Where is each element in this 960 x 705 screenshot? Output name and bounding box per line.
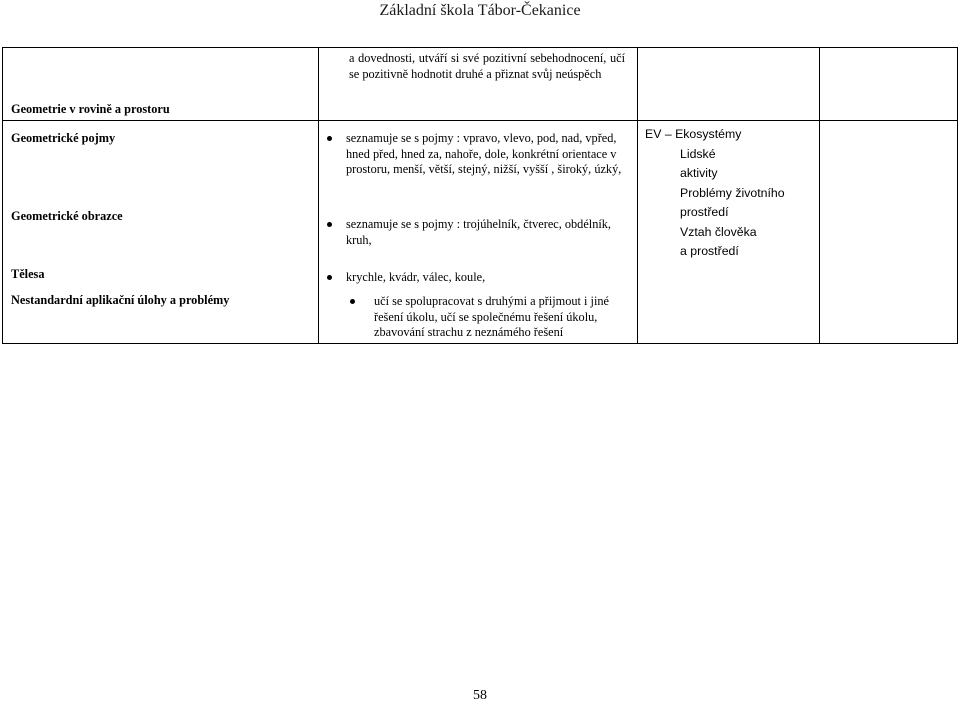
list-item	[327, 217, 627, 248]
bullet-text: učí se spolupracovat s druhými a přijmout i jiné řešení úkolu, učí se společnému řešení úkolu, zbavování strachu z neznámého řešení	[374, 294, 609, 339]
ev-cell	[638, 48, 820, 121]
ev-block	[638, 121, 819, 262]
subtopic-item: Tělesa	[11, 267, 45, 281]
subtopic-item: Geometrické pojmy	[11, 131, 116, 145]
ev-line: EV – Ekosystémy	[645, 127, 742, 141]
bullet-text: krychle, kvádr, válec, koule,	[346, 270, 486, 284]
bullet-icon	[350, 299, 355, 304]
bullet-text: seznamuje se s pojmy : vpravo, vlevo, pod, nad, vpřed, hned před, hned za, nahoře, dole, konkrétní orientace v prostoru, menší, větší, stejný, nižší, vyšší , široký, úzký,	[346, 131, 622, 176]
ev-line: a prostředí	[680, 244, 739, 258]
ev-line: Problémy životního	[680, 185, 785, 200]
subtopics-cell	[3, 121, 319, 344]
page-number: 58	[473, 688, 487, 703]
ev-line: prostředí	[680, 205, 729, 219]
intro-text: a dovednosti, utváří si své pozitivní sebehodnocení, učí se pozitivně hodnotit druhé a přiznat svůj neúspěch	[349, 51, 625, 81]
table-row	[3, 121, 958, 344]
topic-title: Geometrie v rovině a prostoru	[11, 101, 170, 116]
ev-line: Vztah člověka	[680, 224, 757, 239]
subtopic-item: Geometrické obrazce	[11, 209, 123, 223]
page-header: Základní škola Tábor-Čekanice	[379, 2, 581, 19]
subtopic-item: Nestandardní aplikační úlohy a problémy	[11, 293, 230, 307]
list-item	[350, 294, 632, 341]
bullet-icon	[327, 275, 332, 280]
outcomes-cell	[319, 48, 638, 121]
list-item	[327, 131, 627, 178]
notes-cell	[820, 48, 958, 121]
topic-cell	[3, 48, 319, 121]
ev-line: aktivity	[680, 166, 718, 180]
ev-cell	[638, 121, 820, 344]
ev-line: Lidské	[680, 146, 716, 161]
bullet-icon	[327, 136, 332, 141]
bullet-text: seznamuje se s pojmy : trojúhelník, čtverec, obdélník, kruh,	[346, 217, 611, 247]
curriculum-table	[2, 47, 958, 344]
table-row	[3, 48, 958, 121]
list-item	[327, 270, 627, 286]
bullet-icon	[327, 222, 332, 227]
outcomes-cell	[319, 121, 638, 344]
notes-cell	[820, 121, 958, 344]
